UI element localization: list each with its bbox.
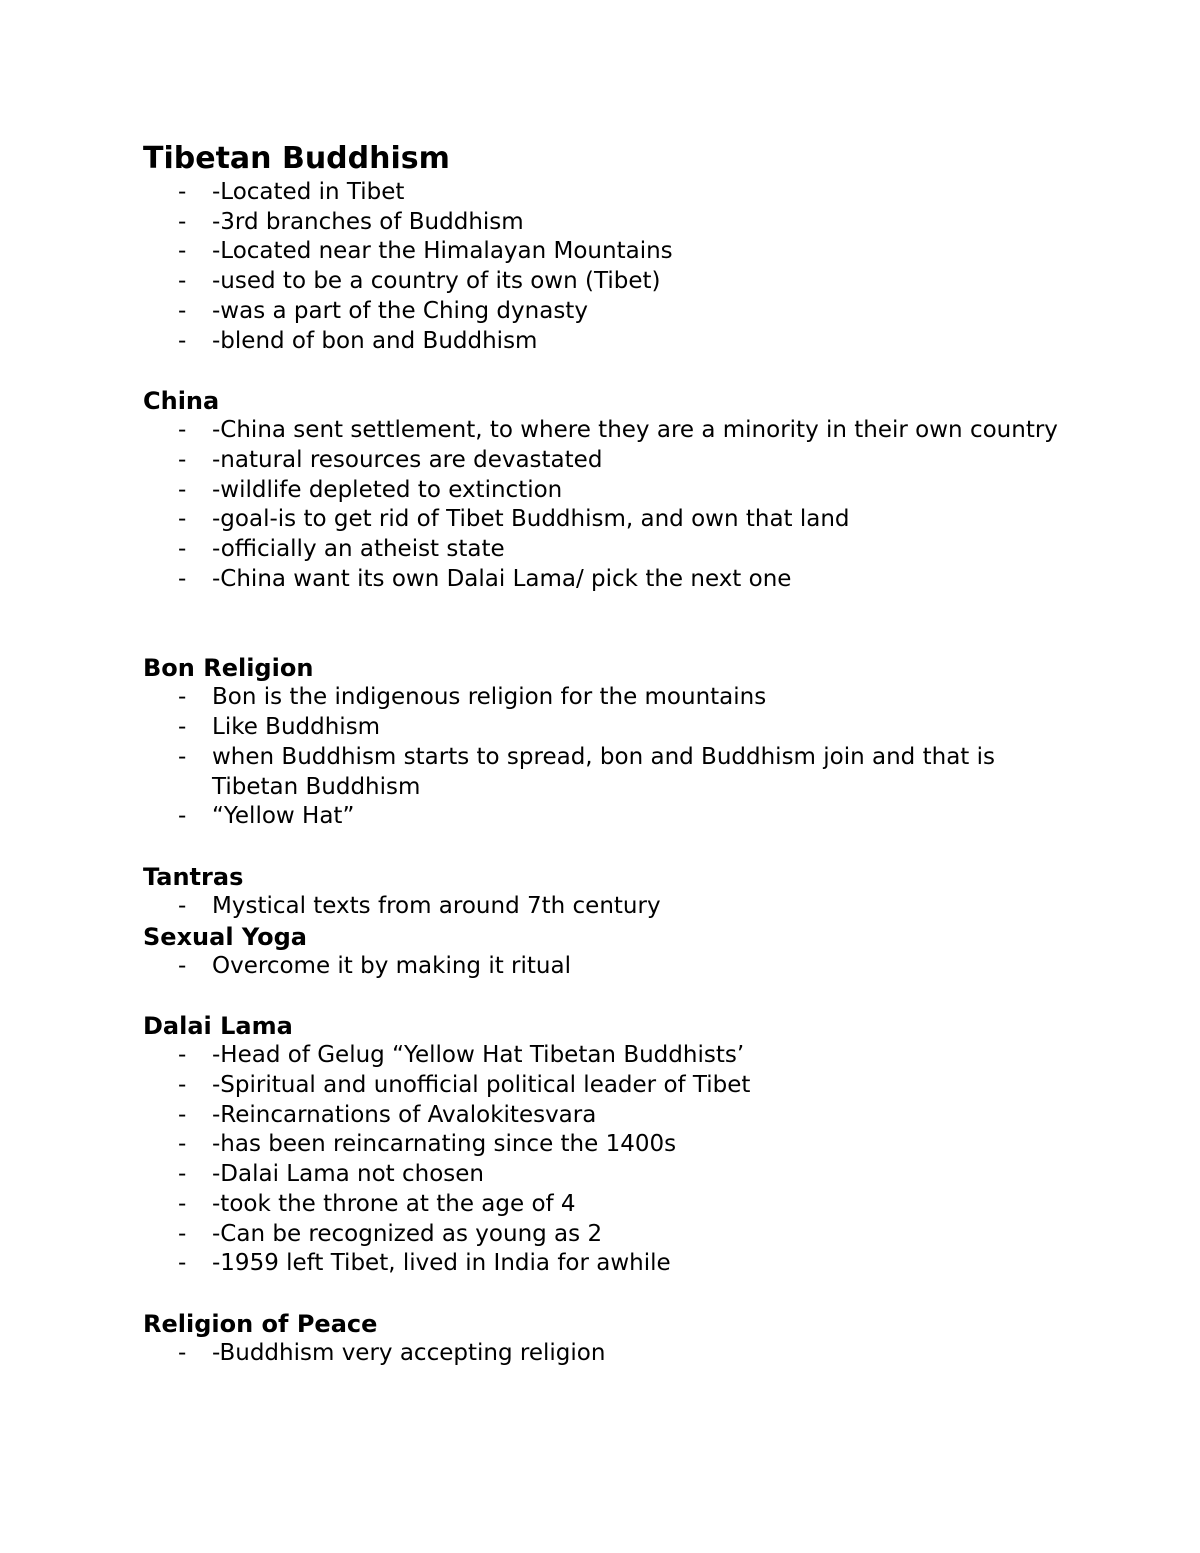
dash-bullet: - xyxy=(178,417,187,444)
bullet-list xyxy=(143,683,1063,832)
list-item: - Mystical texts from around 7th century xyxy=(143,892,1063,922)
list-item: - -goal-is to get rid of Tibet Buddhism, and own that land xyxy=(143,505,1063,535)
section-heading: Religion of Peace xyxy=(143,1309,378,1338)
dash-bullet: - xyxy=(178,743,187,770)
section-heading: Tantras xyxy=(143,862,244,891)
list-item: - -wildlife depleted to extinction xyxy=(143,476,1063,506)
list-item: - -3rd branches of Buddhism xyxy=(143,208,1063,238)
list-item: - -has been reincarnating since the 1400s xyxy=(143,1130,1063,1160)
list-item: - -1959 left Tibet, lived in India for awhile xyxy=(143,1249,1063,1279)
dash-bullet: - xyxy=(178,446,187,473)
list-item: - -blend of bon and Buddhism xyxy=(143,327,1063,357)
list-item: - -Dalai Lama not chosen xyxy=(143,1160,1063,1190)
section-sexual-yoga xyxy=(143,922,1063,982)
list-item: - when Buddhism starts to spread, bon and Buddhism join and that is Tibetan Buddhism xyxy=(178,743,995,800)
dash-bullet: - xyxy=(178,327,187,354)
dash-bullet: - xyxy=(178,684,187,711)
dash-bullet: - xyxy=(178,536,187,563)
section-heading: China xyxy=(143,387,220,416)
section-tibetan-buddhism xyxy=(143,140,1063,356)
dash-bullet: - xyxy=(178,714,187,741)
dash-bullet: - xyxy=(178,1220,187,1247)
dash-bullet: - xyxy=(178,1101,187,1128)
bullet-list xyxy=(143,892,1063,922)
list-item: - Like Buddhism xyxy=(143,713,1063,743)
list-item: - “Yellow Hat” xyxy=(143,802,1063,832)
dash-bullet: - xyxy=(178,297,187,324)
list-item: - -Head of Gelug “Yellow Hat Tibetan Buddhists’ xyxy=(143,1041,1063,1071)
dash-bullet: - xyxy=(178,1250,187,1277)
dash-bullet: - xyxy=(178,179,187,205)
list-item: - Overcome it by making it ritual xyxy=(143,952,1063,982)
section-heading: Dalai Lama xyxy=(143,1012,293,1041)
dash-bullet: - xyxy=(178,1339,187,1366)
section-dalai-lama xyxy=(143,1011,1063,1279)
document-page xyxy=(143,140,1063,1369)
dash-bullet: - xyxy=(178,238,187,265)
list-item: - -Located in Tibet xyxy=(143,178,1063,208)
document-title: Tibetan Buddhism xyxy=(143,141,450,176)
dash-bullet: - xyxy=(178,1190,187,1217)
section-tantras xyxy=(143,862,1063,922)
section-heading: Sexual Yoga xyxy=(143,922,307,951)
list-item: - -China want its own Dalai Lama/ pick the next one xyxy=(143,565,1063,595)
list-item: - -Can be recognized as young as 2 xyxy=(143,1220,1063,1250)
list-item: - -natural resources are devastated xyxy=(143,446,1063,476)
bullet-list xyxy=(143,178,1063,356)
section-bon-religion xyxy=(143,653,1063,832)
dash-bullet: - xyxy=(178,803,187,830)
dash-bullet: - xyxy=(178,952,187,979)
dash-bullet: - xyxy=(178,506,187,533)
bullet-list xyxy=(143,416,1063,594)
dash-bullet: - xyxy=(178,268,187,295)
bullet-list xyxy=(143,1339,1063,1369)
section-heading: Bon Religion xyxy=(143,654,314,683)
list-item: - -Buddhism very accepting religion xyxy=(143,1339,1063,1369)
dash-bullet: - xyxy=(178,1042,187,1069)
section-china xyxy=(143,386,1063,594)
bullet-list xyxy=(143,952,1063,982)
list-item: - -China sent settlement, to where they are a minority in their own country xyxy=(143,416,1063,446)
section-religion-of-peace xyxy=(143,1309,1063,1369)
dash-bullet: - xyxy=(178,565,187,592)
list-item: - -was a part of the Ching dynasty xyxy=(143,297,1063,327)
dash-bullet: - xyxy=(178,476,187,503)
dash-bullet: - xyxy=(178,1131,187,1158)
list-item: - -officially an atheist state xyxy=(143,535,1063,565)
dash-bullet: - xyxy=(178,1072,187,1099)
dash-bullet: - xyxy=(178,892,187,919)
list-item: - -Reincarnations of Avalokitesvara xyxy=(143,1101,1063,1131)
dash-bullet: - xyxy=(178,1161,187,1188)
list-item: - Bon is the indigenous religion for the mountains xyxy=(143,683,1063,713)
list-item: - -used to be a country of its own (Tibet) xyxy=(143,267,1063,297)
dash-bullet: - xyxy=(178,208,187,235)
list-item: - -Spiritual and unofficial political leader of Tibet xyxy=(143,1071,1063,1101)
bullet-list xyxy=(143,1041,1063,1279)
list-item: - -took the throne at the age of 4 xyxy=(143,1190,1063,1220)
list-item: - -Located near the Himalayan Mountains xyxy=(143,237,1063,267)
